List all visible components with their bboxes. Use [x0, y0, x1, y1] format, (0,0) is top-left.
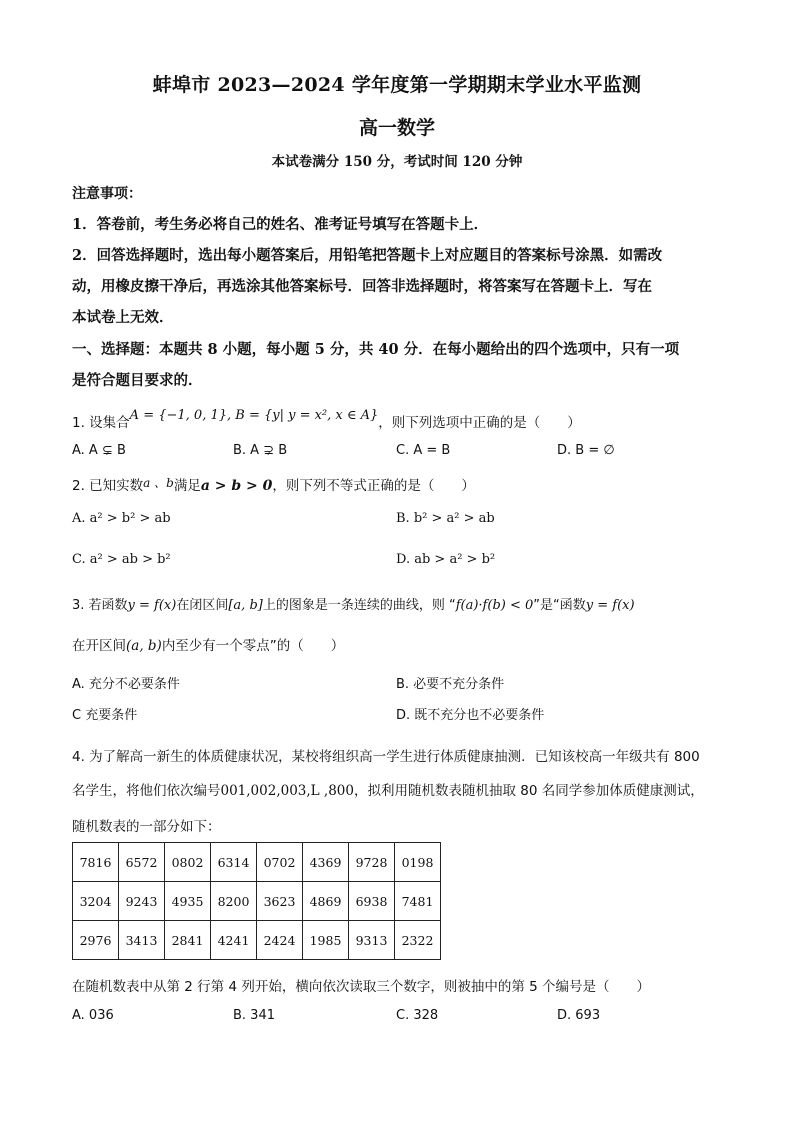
notice-heading: 注意事项：	[72, 186, 142, 202]
table-cell: 9313	[349, 921, 395, 960]
notice-item-2-line-2: 动，用橡皮擦干净后，再选涂其他答案标号．回答非选择题时，将答案写在答题卡上．写在	[72, 278, 652, 295]
random-number-table	[72, 842, 441, 960]
table-cell: 2976	[73, 921, 119, 960]
question-4-line-2	[72, 779, 704, 799]
question-3-text-e: 在开区间	[72, 638, 126, 654]
table-cell: 1985	[303, 921, 349, 960]
table-cell: 0702	[257, 843, 303, 882]
question-2-lead: 2. 已知实数	[72, 478, 144, 494]
question-4-option-a: A. 036	[72, 1008, 114, 1023]
table-cell: 4869	[303, 882, 349, 921]
question-4-line-4: 在随机数表中从第 2 行第 4 列开始，横向依次读取三个数字，则被抽中的第 5 个编号是（ ）	[72, 979, 651, 995]
question-4-line-1: 4. 为了解高一新生的体质健康状况，某校将组织高一学生进行体质健康抽测．已知该校高一年级共有 800	[72, 749, 700, 765]
notice-item-2-line-1: 2．回答选择题时，选出每小题答案后，用铅笔把答题卡上对应题目的答案标号涂黑．如需改	[72, 247, 663, 264]
table-cell: 6938	[349, 882, 395, 921]
question-3-open-interval: (a, b)	[126, 638, 162, 654]
question-3-function-2: y = f(x)	[585, 598, 635, 613]
question-2-option-b: B. b² > a² > ab	[396, 511, 495, 526]
question-2	[72, 474, 475, 494]
question-4-codes: 001,002,003,L ,800	[220, 783, 354, 799]
exam-title: 蚌埠市 2023—2024 学年度第一学期期末学业水平监测	[152, 74, 642, 96]
question-3-option-c: C 充要条件	[72, 708, 138, 723]
question-3-line-1	[72, 594, 635, 613]
table-row	[73, 921, 441, 960]
question-1-option-a: A. A ⊊ B	[72, 443, 126, 458]
question-1-option-d: D. B = ∅	[557, 443, 615, 458]
table-cell: 9728	[349, 843, 395, 882]
question-2-vars: a 、b	[143, 476, 174, 490]
question-3-text-b: 在闭区间	[176, 598, 229, 613]
question-4-text-b: ，拟利用随机数表随机抽取 80 名同学参加体质健康测试，	[354, 783, 704, 799]
question-1-tail: ，则下列选项中正确的是（ ）	[378, 415, 581, 431]
notice-item-2-line-3: 本试卷上无效．	[72, 309, 174, 326]
table-cell: 2841	[165, 921, 211, 960]
table-cell: 7481	[395, 882, 441, 921]
question-4-option-d: D. 693	[557, 1008, 601, 1023]
question-3-lead: 3. 若函数	[72, 598, 128, 613]
table-cell: 7816	[73, 843, 119, 882]
table-cell: 3204	[73, 882, 119, 921]
table-cell: 9243	[119, 882, 165, 921]
question-4-line-3: 随机数表的一部分如下：	[72, 819, 221, 835]
section-1-heading-line-2: 是符合题目要求的．	[72, 372, 203, 389]
question-4-option-b: B. 341	[233, 1008, 275, 1023]
question-3-text-f: 内至少有一个零点”的（ ）	[161, 638, 345, 654]
table-row	[73, 882, 441, 921]
question-1-lead: 1. 设集合	[72, 415, 130, 431]
question-3-function: y = f(x)	[127, 598, 177, 613]
question-4-option-c: C. 328	[396, 1008, 439, 1023]
table-cell: 8200	[211, 882, 257, 921]
question-1	[72, 408, 581, 431]
table-cell: 3413	[119, 921, 165, 960]
question-3-text-d: ”是“函数	[533, 598, 586, 613]
question-3-option-d: D. 既不充分也不必要条件	[396, 708, 545, 723]
question-1-sets: A = {−1, 0, 1}, B = {y| y = x², x ∈ A}	[129, 408, 379, 423]
question-3-interval: [a, b]	[228, 598, 263, 613]
question-4-text-a: 名学生，将他们依次编号	[72, 783, 221, 799]
question-3-condition: f(a)·f(b) < 0	[455, 598, 534, 613]
question-1-option-b: B. A ⊋ B	[233, 443, 288, 458]
table-cell: 4935	[165, 882, 211, 921]
question-3-line-2	[72, 634, 344, 654]
question-2-option-a: A. a² > b² > ab	[72, 511, 171, 526]
table-cell: 0198	[395, 843, 441, 882]
question-1-option-c: C. A = B	[396, 443, 451, 458]
exam-subject: 高一数学	[358, 117, 435, 139]
exam-info: 本试卷满分 150 分，考试时间 120 分钟	[271, 154, 523, 170]
question-2-option-c: C. a² > ab > b²	[72, 552, 171, 567]
question-2-option-d: D. ab > a² > b²	[396, 552, 496, 567]
question-2-tail: ，则下列不等式正确的是（ ）	[272, 478, 475, 494]
table-cell: 2322	[395, 921, 441, 960]
notice-item-1: 1．答卷前，考生务必将自己的姓名、准考证号填写在答题卡上．	[72, 216, 489, 233]
table-cell: 2424	[257, 921, 303, 960]
table-cell: 4241	[211, 921, 257, 960]
table-row	[73, 843, 441, 882]
section-1-heading-line-1: 一、选择题：本题共 8 小题，每小题 5 分，共 40 分．在每小题给出的四个选项中，只有一项	[72, 341, 680, 358]
question-3-option-b: B. 必要不充分条件	[396, 677, 505, 692]
question-2-mid: 满足	[173, 478, 201, 494]
table-cell: 6572	[119, 843, 165, 882]
question-3-text-c: 上的图象是一条连续的曲线，则 “	[262, 598, 456, 613]
table-cell: 0802	[165, 843, 211, 882]
table-cell: 3623	[257, 882, 303, 921]
table-cell: 4369	[303, 843, 349, 882]
table-cell: 6314	[211, 843, 257, 882]
question-3-option-a: A. 充分不必要条件	[72, 677, 180, 692]
question-2-condition: a > b > 0	[200, 478, 273, 494]
